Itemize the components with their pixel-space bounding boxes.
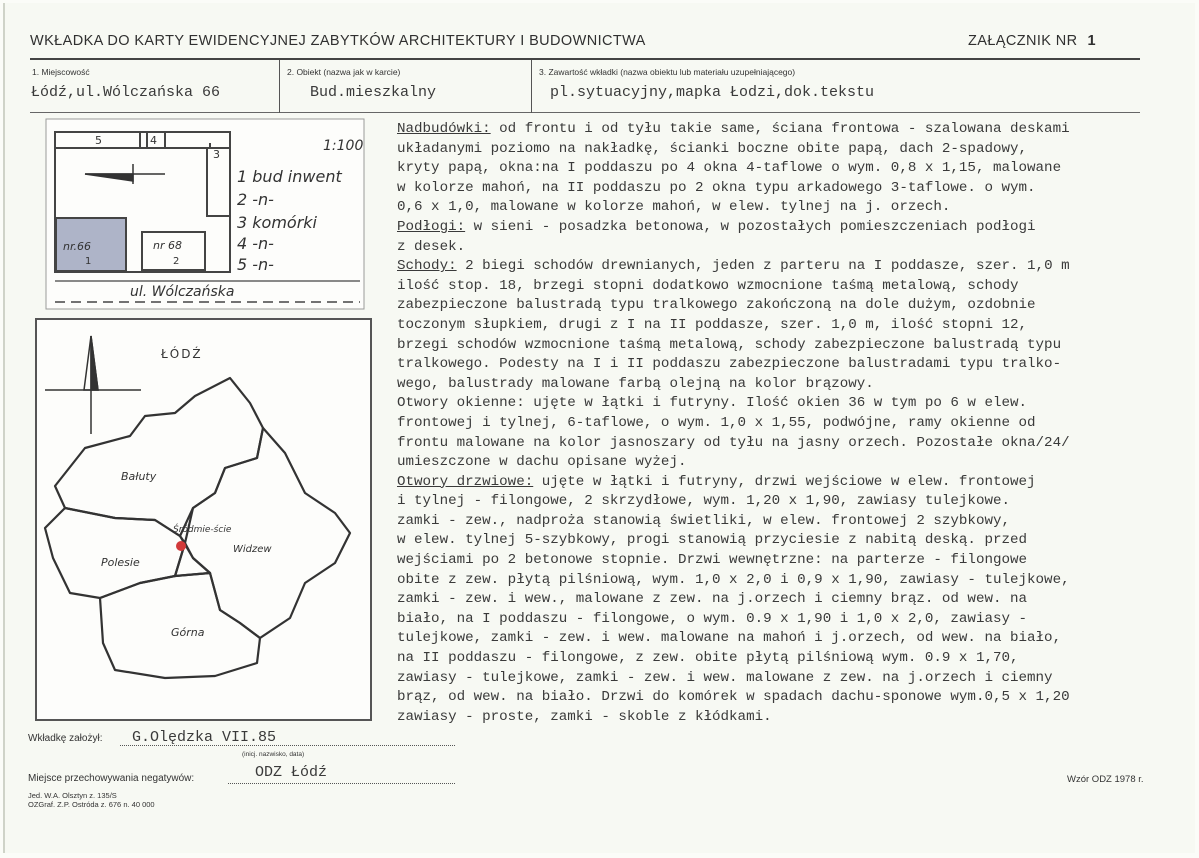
description-line — [397, 669, 1197, 689]
author-label: Wkładkę założył: — [28, 733, 103, 744]
text-segment: w sieni - posadzka betonowa, w pozostałych pomieszczeniach podłogi — [465, 218, 1036, 235]
text-segment: 0,6 x 1,0, malowane w kolorze mahoń, w elew. tylnej na j. orzech. — [397, 199, 951, 216]
text-segment: i tylnej - filongowe, 2 skrzydłowe, wym. 1,20 x 1,90, zawiasy tulejkowe. — [397, 493, 1010, 510]
storage-value: ODZ Łódź — [255, 764, 328, 781]
description-line — [397, 571, 1197, 591]
description-line — [397, 179, 1197, 199]
form-pattern: Wzór ODZ 1978 r. — [1067, 774, 1144, 785]
description-line — [397, 531, 1197, 551]
description-line — [397, 336, 1197, 356]
print-line-1: Jed. W.A. Olsztyn z. 135/S — [28, 791, 117, 800]
description-line — [397, 394, 1197, 414]
plan-legend-4: 4 -n- — [237, 234, 274, 253]
description-line — [397, 590, 1197, 610]
text-segment: brzegi schodów wzmocnione taśmą metalową, schody zabezpieczone balustradą typu — [397, 336, 1062, 353]
text-segment: zabezpieczone balustradą typu tralkowego zakończoną na dole dużym, ozdobnie — [397, 297, 1036, 314]
description-line — [397, 434, 1197, 454]
section-heading: Nadbudówki: — [397, 121, 491, 137]
print-line-2: OZGraf. Z.P. Ostróda z. 676 n. 40 000 — [28, 800, 155, 809]
object-location-marker — [176, 541, 186, 551]
text-segment: z desek. — [397, 238, 466, 255]
text-segment: obite z zew. płytą pilśniową, wym. 1,0 x 2,0 i 0,9 x 1,90, zawiasy - tulejkowe, — [397, 571, 1070, 588]
storage-label: Miejsce przechowywania negatywów: — [28, 773, 195, 784]
nr66-label: nr.66 — [63, 240, 91, 253]
street-label: ul. Wólczańska — [130, 284, 235, 300]
cell-4: 4 — [150, 134, 157, 147]
description-line — [397, 649, 1197, 669]
text-segment: frontu malowane na kolor jasnoszary od tyłu na jasny orzech. Pozostałe okna/24/ — [397, 434, 1070, 451]
text-segment: ujęte w łątki i futryny, drzwi wejściowe w elew. frontowej — [533, 473, 1036, 490]
storage-line — [228, 783, 455, 784]
plan-legend-5: 5 -n- — [237, 255, 274, 274]
description-text — [397, 120, 1197, 727]
nr66-sub: 1 — [85, 256, 92, 267]
text-segment: tulejkowe, zamki - zew. i wew. malowane na mahoń i j.orzech, od wew. na biało, — [397, 630, 1062, 647]
district-gorna: Górna — [171, 626, 205, 639]
location-label: 1. Miejscowość — [32, 67, 90, 77]
annex-label — [968, 33, 1096, 49]
text-segment: toczonym słupkiem, drugi z I na II poddasze, szer. 1,0 m, ilość stopni 12, — [397, 316, 1028, 333]
section-heading: Otwory drzwiowe: — [397, 473, 534, 490]
city-map — [35, 318, 372, 721]
description-line — [397, 277, 1197, 297]
district-polesie: Polesie — [101, 556, 140, 569]
text-segment: brąz, od wew. na biało. Drzwi do komórek w spadach dachu-sponowe wym.0,5 x 1,20 — [397, 689, 1070, 706]
description-line — [397, 198, 1197, 218]
field-divider-2 — [531, 60, 532, 113]
text-segment: zawiasy - tulejkowe, zamki - zew. i wew. malowane z zew. na j.orzech i ciemny — [397, 669, 1053, 686]
site-plan-drawing — [45, 118, 365, 310]
text-segment: Otwory okienne: ujęte w łątki i futryny. Ilość okien 36 w tym po 6 w elew. — [397, 395, 1028, 412]
annex-number: 1 — [1087, 33, 1097, 49]
description-line — [397, 473, 1197, 493]
site-plan — [45, 118, 365, 310]
city-map-drawing — [35, 318, 372, 721]
description-line — [397, 492, 1197, 512]
content-value: pl.sytuacyjny,mapka Łodzi,dok.tekstu — [550, 84, 875, 101]
description-line — [397, 120, 1197, 140]
description-line — [397, 296, 1197, 316]
object-label: 2. Obiekt (nazwa jak w karcie) — [287, 67, 401, 77]
text-segment: 2 biegi schodów drewnianych, jeden z parteru na I poddasze, szer. 1,0 m — [456, 258, 1070, 275]
author-value: G.Olędzka VII.85 — [132, 729, 277, 746]
annex-label-text: ZAŁĄCZNIK NR — [968, 33, 1078, 49]
text-segment: umieszczone w dachu opisane wyżej. — [397, 454, 687, 471]
content-label: 3. Zawartość wkładki (nazwa obiektu lub materiału uzupełniającego) — [539, 67, 796, 77]
description-line — [397, 238, 1197, 258]
text-segment: od frontu i od tyłu takie same, ściana frontowa - szalowana deskami — [490, 121, 1070, 137]
description-line — [397, 629, 1197, 649]
text-segment: zawiasy - proste, zamki - skoble z kłódkami. — [397, 708, 772, 725]
text-segment: wego, balustrady malowane farbą olejną na kolor brązowy. — [397, 375, 874, 392]
fields-rule — [30, 112, 1140, 113]
description-line — [397, 375, 1197, 395]
nr68-label: nr 68 — [153, 239, 182, 252]
text-segment: zamki - zew. i wew., malowane z zew. na j.orzech i ciemny brąz. od wew. na — [397, 591, 1028, 608]
nr68-sub: 2 — [173, 256, 180, 267]
district-baluty: Bałuty — [121, 470, 157, 483]
district-widzew: Widzew — [233, 544, 272, 555]
text-segment: wejściami po 2 betonowe stopnie. Drzwi wewnętrzne: na parterze - filongowe — [397, 552, 1028, 569]
description-line — [397, 316, 1197, 336]
form-title: WKŁADKA DO KARTY EWIDENCYJNEJ ZABYTKÓW ARCHITEKTURY I BUDOWNICTWA — [30, 33, 646, 49]
text-segment: na II poddaszu - filongowe, z zew. obite płytą pilśniową wym. 0.9 x 1,70, — [397, 650, 1019, 667]
plan-legend-3: 3 komórki — [237, 213, 317, 232]
description-line — [397, 355, 1197, 375]
cell-3: 3 — [213, 148, 220, 161]
district-srodmiescie: Śródmie-ście — [173, 525, 232, 535]
plan-legend-1: 1 bud inwent — [237, 167, 342, 186]
section-heading: Podłogi: — [397, 218, 466, 235]
plan-legend-2: 2 -n- — [237, 190, 274, 209]
description-line — [397, 610, 1197, 630]
description-line — [397, 257, 1197, 277]
cell-5: 5 — [95, 134, 102, 147]
header-rule — [30, 58, 1140, 60]
text-segment: tralkowego. Podesty na I i II poddaszu zabezpieczone balustradami typu tralko- — [397, 356, 1062, 373]
description-line — [397, 414, 1197, 434]
text-segment: w elew. tylnej 5-szybkowy, progi stanowią przyciesie z nabitą deską. przed — [397, 532, 1028, 549]
text-segment: w kolorze mahoń, na II poddaszu po 2 okna typu arkadowego 3-taflowe. o wym. — [397, 179, 1036, 196]
description-line — [397, 140, 1197, 160]
description-line — [397, 551, 1197, 571]
object-value: Bud.mieszkalny — [310, 84, 437, 101]
text-segment: układanymi poziomo na nakładkę, ścianki boczne obite papą, dach 2-spadowy, — [397, 140, 1028, 157]
text-segment: frontowej i tylnej, 6-taflowe, o wym. 1,0 x 1,55, podwójne, ramy okienne od — [397, 414, 1036, 431]
location-value: Łódź,ul.Wólczańska 66 — [31, 84, 221, 101]
description-line — [397, 708, 1197, 728]
map-city-name: ŁÓDŹ — [161, 347, 203, 361]
author-line — [120, 745, 455, 746]
description-line — [397, 218, 1197, 238]
text-segment: biało, na I poddaszu - filongowe, o wym. 0.9 x 1,90 i 1,0 x 2,0, zawiasy - — [397, 610, 1028, 627]
text-segment: kryty papą, okna:na I poddaszu po 4 okna 4-taflowe o wym. 0,8 x 1,15, malowane — [397, 160, 1062, 177]
description-line — [397, 453, 1197, 473]
plan-scale: 1:100 — [323, 138, 364, 154]
section-heading: Schody: — [397, 258, 457, 275]
text-segment: ilość stop. 18, brzegi stopni dodatkowo wzmocnione taśmą metalową, schody — [397, 277, 1019, 294]
description-line — [397, 159, 1197, 179]
description-line — [397, 688, 1197, 708]
description-line — [397, 512, 1197, 532]
author-hint: (inicj. nazwisko, data) — [242, 751, 305, 758]
text-segment: zamki - zew., nadproża stanowią świetliki, w elew. frontowej 2 szybkowy, — [397, 512, 1010, 529]
field-divider-1 — [279, 60, 280, 113]
